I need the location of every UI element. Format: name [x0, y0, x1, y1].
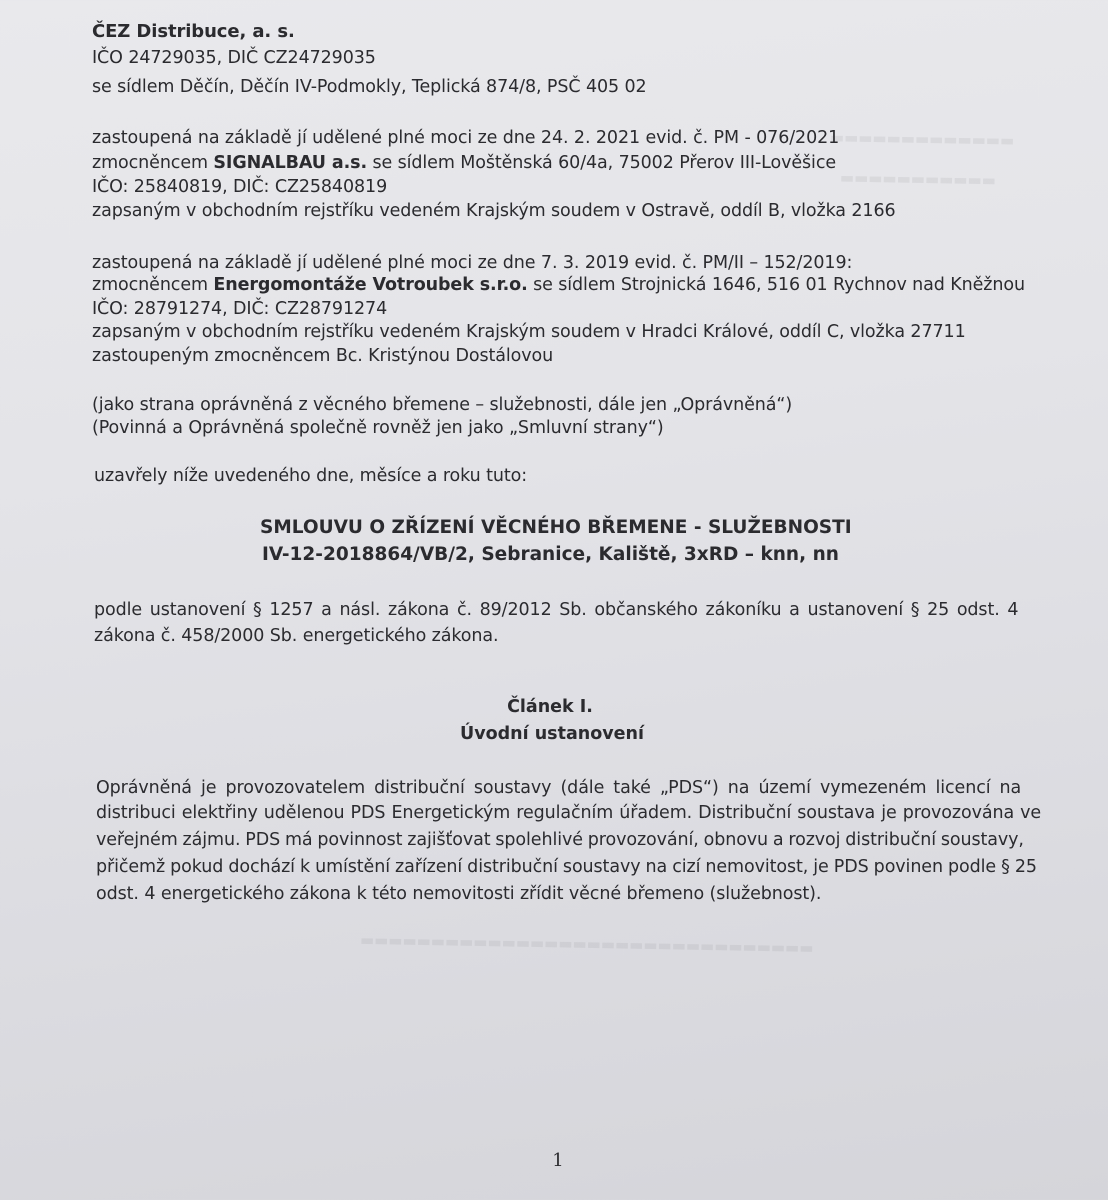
- proxy1-line3: IČO: 25840819, DIČ: CZ25840819: [92, 177, 388, 197]
- proxy2-line5: zastoupeným zmocněncem Bc. Kristýnou Dostálovou: [92, 346, 554, 366]
- article-line-5: odst. 4 energetického zákona k této nemovitosti zřídit věcné břemeno (služebnost).: [96, 884, 822, 904]
- article-line-2: distribuci elektřiny udělenou PDS Energetickým regulačním úřadem. Distribuční soustava je provozována ve: [96, 803, 1042, 823]
- agreed-statement: uzavřely níže uvedeného dne, měsíce a roku tuto:: [94, 466, 527, 486]
- party-name: ČEZ Distribuce, a. s.: [92, 21, 295, 42]
- legal-basis-line2: zákona č. 458/2000 Sb. energetického zákona.: [94, 626, 499, 646]
- show-through-texture: ▬▬▬▬▬▬▬▬▬▬▬: [839, 168, 997, 190]
- article-number: Článek I.: [507, 697, 593, 717]
- page-number: 1: [552, 1150, 564, 1171]
- proxy2-company: Energomontáže Votroubek s.r.o.: [213, 275, 528, 295]
- party-ico-dic: IČO 24729035, DIČ CZ24729035: [92, 48, 376, 68]
- contract-title: SMLOUVU O ZŘÍZENÍ VĚCNÉHO BŘEMENE - SLUŽEBNOSTI: [260, 517, 852, 538]
- contract-number: IV-12-2018864/VB/2, Sebranice, Kaliště, 3xRD – knn, nn: [262, 544, 839, 565]
- article-line-1: Oprávněná je provozovatelem distribuční soustavy (dále také „PDS“) na území vymezeném licencí na: [96, 778, 1022, 798]
- show-through-texture: ▬▬▬▬▬▬▬▬▬▬▬▬▬: [829, 128, 1015, 150]
- roles-line2: (Povinná a Oprávněná společně rovněž jen jako „Smluvní strany“): [92, 418, 664, 438]
- proxy1-seat: se sídlem Moštěnská 60/4a, 75002 Přerov III-Lověšice: [372, 153, 837, 173]
- article-heading: Úvodní ustanovení: [460, 724, 644, 744]
- article-line-4: přičemž pokud dochází k umístění zařízení distribuční soustavy na cizí nemovitost, je PDS povinen podle § 25: [96, 857, 1037, 877]
- proxy1-prefix: zmocněncem: [92, 153, 208, 173]
- party-seat: se sídlem Děčín, Děčín IV-Podmokly, Teplická 874/8, PSČ 405 02: [92, 77, 647, 97]
- proxy2-line2: [92, 273, 1025, 297]
- proxy1-line1: zastoupená na základě jí udělené plné moci ze dne 24. 2. 2021 evid. č. PM - 076/2021: [92, 128, 840, 148]
- roles-line1: (jako strana oprávněná z věcného břemene – služebnosti, dále jen „Oprávněná“): [92, 395, 793, 415]
- proxy1-company: SIGNALBAU a.s.: [213, 153, 368, 173]
- proxy2-line3: IČO: 28791274, DIČ: CZ28791274: [92, 299, 388, 319]
- show-through-texture: ▬▬▬▬▬▬▬▬▬▬▬▬▬▬▬▬▬▬▬▬▬▬▬▬▬▬▬▬▬▬▬▬: [359, 931, 814, 957]
- proxy1-line4: zapsaným v obchodním rejstříku vedeném Krajským soudem v Ostravě, oddíl B, vložka 2166: [92, 201, 896, 221]
- proxy1-line2: [92, 151, 836, 175]
- legal-basis-line1: podle ustanovení § 1257 a násl. zákona č. 89/2012 Sb. občanského zákoníku a ustanovení § 25 odst. 4: [94, 600, 1019, 620]
- proxy2-seat: se sídlem Strojnická 1646, 516 01 Rychnov nad Kněžnou: [533, 275, 1025, 295]
- proxy2-line4: zapsaným v obchodním rejstříku vedeném Krajským soudem v Hradci Králové, oddíl C, vložka 27711: [92, 322, 966, 342]
- article-line-3: veřejném zájmu. PDS má povinnost zajišťovat spolehlivé provozování, obnovu a rozvoj distribuční soustavy,: [96, 830, 1024, 850]
- proxy2-line1: zastoupená na základě jí udělené plné moci ze dne 7. 3. 2019 evid. č. PM/II – 152/2019:: [92, 253, 853, 273]
- proxy2-prefix: zmocněncem: [92, 275, 208, 295]
